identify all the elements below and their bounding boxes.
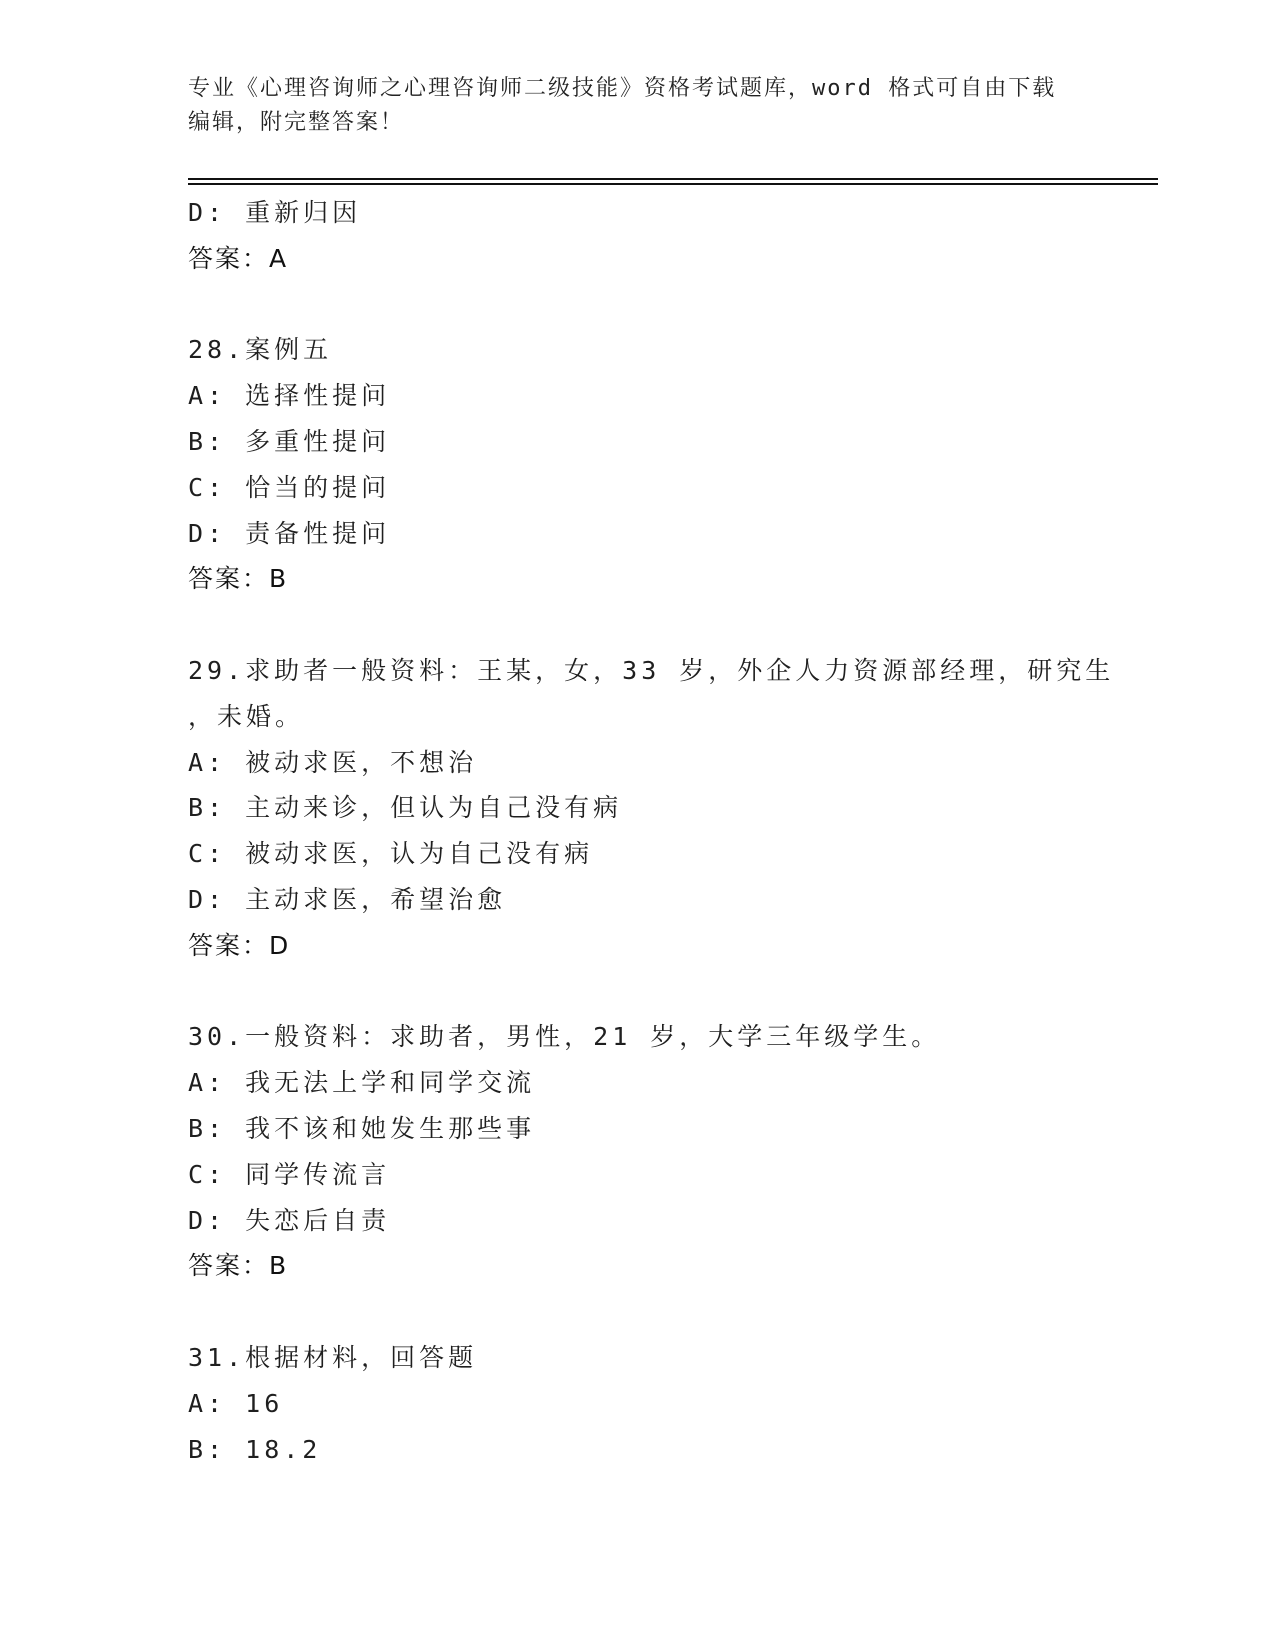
option-b: B: 主动来诊，但认为自己没有病	[188, 793, 623, 823]
option-a: A: 16	[188, 1388, 284, 1418]
header-divider-top	[188, 178, 1158, 180]
option-d: D: 责备性提问	[188, 518, 391, 548]
question-title-continued: ，未婚。	[188, 701, 305, 731]
spacer	[188, 602, 1088, 648]
header-line-1: 专业《心理咨询师之心理咨询师二级技能》资格考试题库，word 格式可自由下载	[188, 76, 1057, 101]
option-d: D: 主动求医，希望治愈	[188, 884, 507, 914]
option-b: B: 我不该和她发生那些事	[188, 1113, 536, 1143]
question-list	[188, 190, 1115, 1472]
option-a: A: 被动求医，不想治	[188, 747, 478, 777]
answer-line: 答案：B	[188, 564, 289, 594]
question-27	[188, 190, 1088, 282]
question-title: 28.案例五	[188, 335, 333, 365]
question-29	[188, 648, 1115, 969]
option-a: A: 我无法上学和同学交流	[188, 1068, 536, 1098]
option-c: C: 同学传流言	[188, 1159, 391, 1189]
spacer	[188, 282, 1088, 328]
question-title: 30.一般资料：求助者，男性，21 岁，大学三年级学生。	[188, 1022, 941, 1052]
option-a: A: 选择性提问	[188, 381, 391, 411]
answer-line: 答案：B	[188, 1251, 289, 1281]
spacer	[188, 1289, 1088, 1335]
spacer	[188, 969, 1088, 1015]
question-title: 29.求助者一般资料：王某，女，33 岁，外企人力资源部经理，研究生	[188, 655, 1115, 685]
option-b: B: 多重性提问	[188, 426, 391, 456]
header-divider-bottom	[188, 183, 1158, 185]
option-c: C: 恰当的提问	[188, 472, 391, 502]
answer-line: 答案：D	[188, 930, 291, 960]
header-line-2: 编辑，附完整答案！	[188, 110, 405, 135]
question-title: 31.根据材料，回答题	[188, 1342, 478, 1372]
question-28	[188, 327, 1088, 602]
option-b: B: 18.2	[188, 1434, 322, 1464]
option-d: D: 重新归因	[188, 198, 362, 227]
answer-line: 答案：A	[188, 243, 289, 273]
page-header	[188, 72, 1088, 140]
option-c: C: 被动求医，认为自己没有病	[188, 839, 594, 869]
question-31	[188, 1335, 1088, 1472]
option-d: D: 失恋后自责	[188, 1205, 391, 1235]
question-30	[188, 1014, 1088, 1289]
